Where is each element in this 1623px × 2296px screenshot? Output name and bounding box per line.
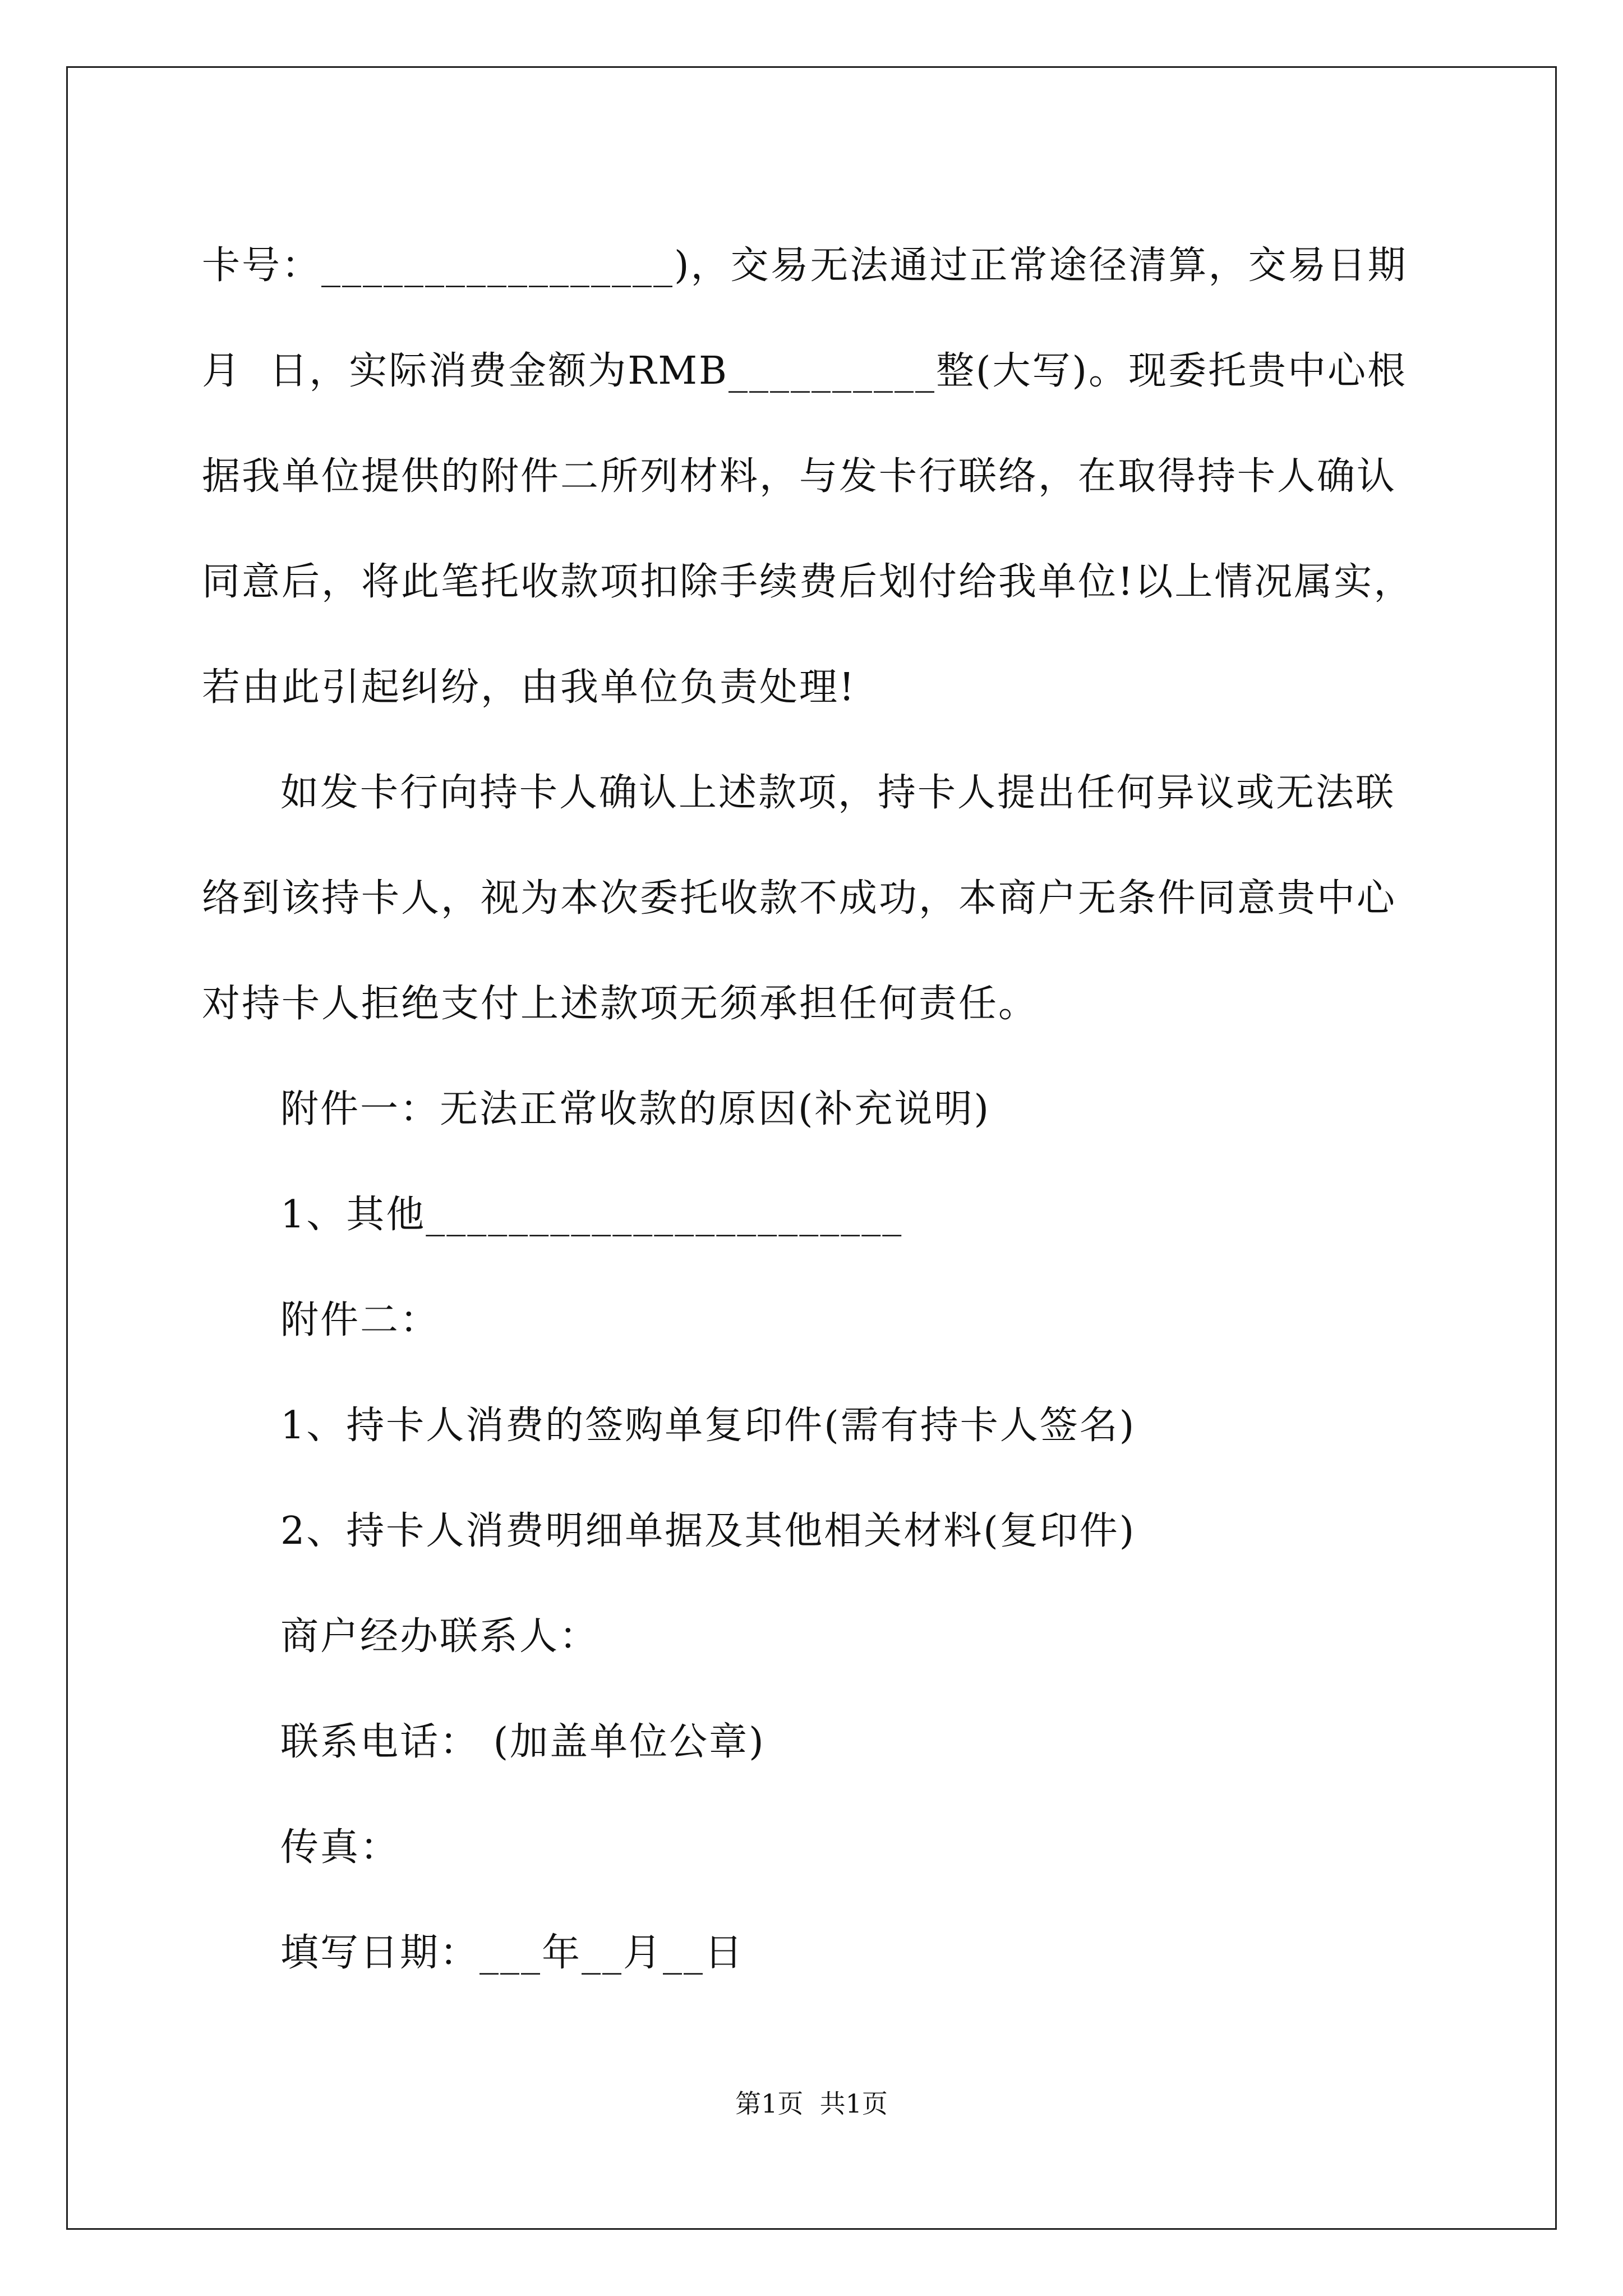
paragraph-1-line-1: 卡号：_________________)，交易无法通过正常途径清算，交易日期 <box>202 243 1408 288</box>
attachment-2-item-2: 2、持卡人消费明细单据及其他相关材料(复印件) <box>280 1509 1136 1553</box>
paragraph-2-line-1: 如发卡行向持卡人确认上述款项，持卡人提出任何异议或无法联 <box>280 771 1396 815</box>
paragraph-1-line-4: 同意后，将此笔托收款项扣除手续费后划付给我单位!以上情况属实， <box>202 560 1414 604</box>
paragraph-2-line-2: 络到该持卡人，视为本次委托收款不成功，本商户无条件同意贵中心 <box>202 876 1397 921</box>
attachment-2-item-1: 1、持卡人消费的签购单复印件(需有持卡人签名) <box>280 1404 1136 1448</box>
attachment-1-item-1: 1、其他_______________________ <box>280 1193 903 1237</box>
contact-person: 商户经办联系人： <box>280 1614 600 1659</box>
fill-date: 填写日期：___年__月__日 <box>280 1931 745 1975</box>
attachment-1-title: 附件一：无法正常收款的原因(补充说明) <box>280 1087 991 1131</box>
attachment-2-title: 附件二： <box>280 1298 440 1342</box>
contact-phone: 联系电话： (加盖单位公章) <box>280 1720 766 1764</box>
paragraph-1-line-2: 月 日，实际消费金额为RMB__________整(大写)。现委托贵中心根 <box>202 349 1408 393</box>
page-footer: 第1页 共1页 <box>735 2088 888 2119</box>
contact-fax: 传真： <box>280 1825 400 1870</box>
paragraph-1-line-3: 据我单位提供的附件二所列材料，与发卡行联络，在取得持卡人确认 <box>202 454 1397 499</box>
document-body <box>202 213 1469 2006</box>
paragraph-2-line-3: 对持卡人拒绝支付上述款项无须承担任何责任。 <box>202 982 1039 1026</box>
paragraph-1-line-5: 若由此引起纠纷，由我单位负责处理! <box>202 665 856 710</box>
